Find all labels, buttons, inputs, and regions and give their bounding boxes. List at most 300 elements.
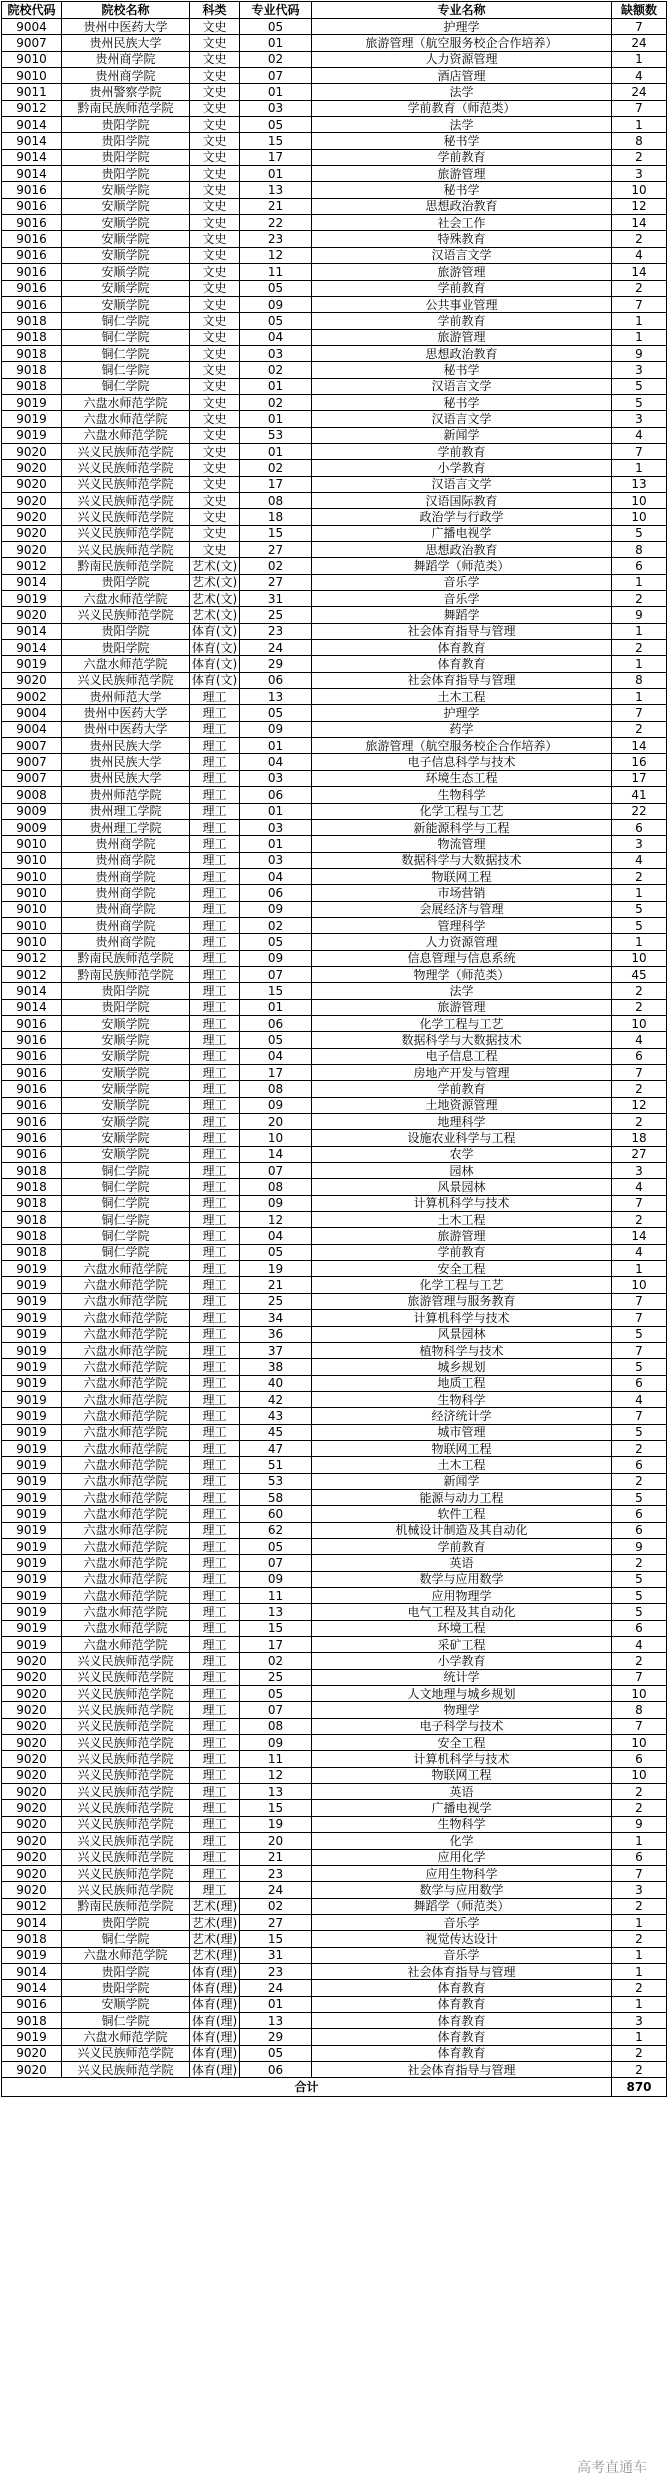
table-row [2, 1065, 667, 1081]
table-row [2, 247, 667, 263]
school-name-cell: 铜仁学院 [62, 1212, 190, 1228]
school-code-cell: 9014 [2, 983, 62, 999]
table-row [2, 509, 667, 525]
school-name-cell: 兴义民族师范学院 [62, 1833, 190, 1849]
major-name-cell: 旅游管理 [312, 329, 612, 345]
major-name-cell: 旅游管理与服务教育 [312, 1293, 612, 1309]
major-name-cell: 应用生物科学 [312, 1865, 612, 1881]
table-row [2, 1800, 667, 1816]
major-code-cell: 25 [240, 1293, 312, 1309]
vacancy-count-cell: 6 [612, 1457, 667, 1473]
category-cell: 理工 [190, 1571, 240, 1587]
vacancy-count-cell: 10 [612, 1015, 667, 1031]
vacancy-count-cell: 7 [612, 705, 667, 721]
major-code-cell: 07 [240, 1555, 312, 1571]
vacancy-count-cell: 6 [612, 819, 667, 835]
major-name-cell: 生物科学 [312, 1391, 612, 1407]
category-cell: 文史 [190, 362, 240, 378]
major-code-cell: 04 [240, 1048, 312, 1064]
vacancy-count-cell: 5 [612, 1489, 667, 1505]
major-code-cell: 06 [240, 672, 312, 688]
category-cell: 文史 [190, 68, 240, 84]
table-row [2, 1195, 667, 1211]
school-name-cell: 安顺学院 [62, 198, 190, 214]
major-name-cell: 会展经济与管理 [312, 901, 612, 917]
table-row [2, 1980, 667, 1996]
category-cell: 理工 [190, 1865, 240, 1881]
school-name-cell: 六盘水师范学院 [62, 656, 190, 672]
category-cell: 理工 [190, 966, 240, 982]
category-cell: 文史 [190, 231, 240, 247]
table-row [2, 1440, 667, 1456]
table-row [2, 492, 667, 508]
school-name-cell: 黔南民族师范学院 [62, 950, 190, 966]
school-code-cell: 9020 [2, 525, 62, 541]
vacancy-count-cell: 7 [612, 1865, 667, 1881]
vacancy-count-cell: 5 [612, 1326, 667, 1342]
category-cell: 文史 [190, 329, 240, 345]
school-name-cell: 六盘水师范学院 [62, 1555, 190, 1571]
header-major-name: 专业名称 [312, 2, 612, 19]
vacancy-count-cell: 2 [612, 1931, 667, 1947]
major-name-cell: 社会体育指导与管理 [312, 1963, 612, 1979]
major-name-cell: 园林 [312, 1163, 612, 1179]
school-name-cell: 安顺学院 [62, 1146, 190, 1162]
watermark-text: 高考直通车 [577, 2460, 647, 2476]
vacancy-count-cell: 45 [612, 966, 667, 982]
vacancy-count-cell: 6 [612, 1620, 667, 1636]
school-code-cell: 9014 [2, 117, 62, 133]
category-cell: 理工 [190, 1653, 240, 1669]
major-name-cell: 新能源科学与工程 [312, 819, 612, 835]
major-code-cell: 03 [240, 852, 312, 868]
school-name-cell: 铜仁学院 [62, 378, 190, 394]
table-row [2, 51, 667, 67]
table-row [2, 1571, 667, 1587]
table-row [2, 1457, 667, 1473]
school-code-cell: 9019 [2, 411, 62, 427]
major-code-cell: 25 [240, 1669, 312, 1685]
major-code-cell: 24 [240, 1980, 312, 1996]
category-cell: 文史 [190, 133, 240, 149]
category-cell: 理工 [190, 1555, 240, 1571]
school-name-cell: 兴义民族师范学院 [62, 460, 190, 476]
table-row [2, 689, 667, 705]
school-name-cell: 六盘水师范学院 [62, 1604, 190, 1620]
school-name-cell: 贵阳学院 [62, 1914, 190, 1930]
category-cell: 体育(理) [190, 1963, 240, 1979]
school-name-cell: 贵州商学院 [62, 934, 190, 950]
major-code-cell: 13 [240, 1604, 312, 1620]
major-code-cell: 18 [240, 509, 312, 525]
major-code-cell: 15 [240, 525, 312, 541]
school-name-cell: 贵阳学院 [62, 1980, 190, 1996]
school-name-cell: 兴义民族师范学院 [62, 1816, 190, 1832]
vacancy-count-cell: 12 [612, 198, 667, 214]
major-code-cell: 02 [240, 558, 312, 574]
major-name-cell: 学前教育 [312, 1538, 612, 1554]
school-code-cell: 9018 [2, 2012, 62, 2028]
school-code-cell: 9016 [2, 1081, 62, 1097]
table-row [2, 1391, 667, 1407]
school-code-cell: 9020 [2, 1669, 62, 1685]
table-row [2, 1914, 667, 1930]
vacancy-count-cell: 3 [612, 836, 667, 852]
school-name-cell: 六盘水师范学院 [62, 1375, 190, 1391]
vacancy-count-cell: 24 [612, 84, 667, 100]
school-name-cell: 六盘水师范学院 [62, 427, 190, 443]
table-row [2, 836, 667, 852]
category-cell: 文史 [190, 411, 240, 427]
major-name-cell: 土地资源管理 [312, 1097, 612, 1113]
category-cell: 理工 [190, 1277, 240, 1293]
vacancy-count-cell: 2 [612, 1473, 667, 1489]
major-code-cell: 13 [240, 689, 312, 705]
table-row [2, 231, 667, 247]
table-row [2, 1163, 667, 1179]
table-row [2, 656, 667, 672]
school-code-cell: 9016 [2, 247, 62, 263]
school-code-cell: 9019 [2, 1489, 62, 1505]
major-name-cell: 汉语国际教育 [312, 492, 612, 508]
school-name-cell: 六盘水师范学院 [62, 1473, 190, 1489]
vacancy-count-cell: 2 [612, 868, 667, 884]
major-code-cell: 11 [240, 1588, 312, 1604]
major-name-cell: 学前教育 [312, 313, 612, 329]
major-name-cell: 体育教育 [312, 2029, 612, 2045]
school-name-cell: 贵阳学院 [62, 623, 190, 639]
school-code-cell: 9010 [2, 836, 62, 852]
school-code-cell: 9004 [2, 705, 62, 721]
school-code-cell: 9019 [2, 1375, 62, 1391]
major-name-cell: 舞蹈学（师范类） [312, 1898, 612, 1914]
major-name-cell: 风景园林 [312, 1179, 612, 1195]
school-name-cell: 兴义民族师范学院 [62, 443, 190, 459]
table-row [2, 84, 667, 100]
school-name-cell: 安顺学院 [62, 1032, 190, 1048]
major-code-cell: 20 [240, 1833, 312, 1849]
school-name-cell: 贵阳学院 [62, 149, 190, 165]
school-name-cell: 铜仁学院 [62, 362, 190, 378]
school-code-cell: 9014 [2, 623, 62, 639]
major-name-cell: 旅游管理（航空服务校企合作培养） [312, 738, 612, 754]
category-cell: 理工 [190, 1146, 240, 1162]
school-name-cell: 安顺学院 [62, 247, 190, 263]
school-name-cell: 贵州商学院 [62, 885, 190, 901]
category-cell: 理工 [190, 999, 240, 1015]
vacancy-count-cell: 1 [612, 1996, 667, 2012]
category-cell: 文史 [190, 525, 240, 541]
major-name-cell: 环境工程 [312, 1620, 612, 1636]
major-name-cell: 计算机科学与技术 [312, 1310, 612, 1326]
total-value: 870 [612, 2078, 667, 2097]
vacancy-count-cell: 5 [612, 394, 667, 410]
school-code-cell: 9016 [2, 1130, 62, 1146]
major-code-cell: 09 [240, 1571, 312, 1587]
table-row [2, 2029, 667, 2045]
vacancy-count-cell: 2 [612, 1653, 667, 1669]
school-code-cell: 9010 [2, 852, 62, 868]
school-name-cell: 贵阳学院 [62, 1963, 190, 1979]
table-row [2, 1702, 667, 1718]
category-cell: 理工 [190, 1310, 240, 1326]
table-row [2, 1261, 667, 1277]
vacancy-count-cell: 1 [612, 656, 667, 672]
category-cell: 理工 [190, 1097, 240, 1113]
vacancy-count-cell: 7 [612, 1293, 667, 1309]
vacancy-count-cell: 7 [612, 1310, 667, 1326]
table-row [2, 149, 667, 165]
major-code-cell: 06 [240, 2061, 312, 2077]
table-row [2, 1048, 667, 1064]
table-row [2, 411, 667, 427]
major-name-cell: 新闻学 [312, 1473, 612, 1489]
school-name-cell: 安顺学院 [62, 182, 190, 198]
category-cell: 理工 [190, 1228, 240, 1244]
school-name-cell: 铜仁学院 [62, 2012, 190, 2028]
school-name-cell: 兴义民族师范学院 [62, 476, 190, 492]
school-code-cell: 9014 [2, 1914, 62, 1930]
major-code-cell: 51 [240, 1457, 312, 1473]
major-code-cell: 02 [240, 394, 312, 410]
school-code-cell: 9014 [2, 133, 62, 149]
category-cell: 文史 [190, 84, 240, 100]
school-code-cell: 9020 [2, 443, 62, 459]
school-code-cell: 9007 [2, 770, 62, 786]
school-code-cell: 9019 [2, 656, 62, 672]
table-row [2, 117, 667, 133]
vacancy-count-cell: 5 [612, 1588, 667, 1604]
category-cell: 理工 [190, 689, 240, 705]
vacancy-count-cell: 8 [612, 133, 667, 149]
school-code-cell: 9019 [2, 1342, 62, 1358]
school-code-cell: 9018 [2, 1179, 62, 1195]
vacancy-table [1, 1, 667, 2097]
table-row [2, 35, 667, 51]
major-code-cell: 21 [240, 198, 312, 214]
vacancy-count-cell: 4 [612, 1032, 667, 1048]
vacancy-count-cell: 7 [612, 100, 667, 116]
table-row [2, 1620, 667, 1636]
category-cell: 理工 [190, 1506, 240, 1522]
category-cell: 文史 [190, 492, 240, 508]
major-name-cell: 人文地理与城乡规划 [312, 1686, 612, 1702]
school-name-cell: 安顺学院 [62, 1015, 190, 1031]
school-name-cell: 贵州中医药大学 [62, 721, 190, 737]
major-code-cell: 14 [240, 1146, 312, 1162]
vacancy-count-cell: 5 [612, 1424, 667, 1440]
category-cell: 理工 [190, 1015, 240, 1031]
category-cell: 理工 [190, 1408, 240, 1424]
category-cell: 文史 [190, 443, 240, 459]
vacancy-count-cell: 2 [612, 1898, 667, 1914]
major-code-cell: 31 [240, 1947, 312, 1963]
major-name-cell: 化学工程与工艺 [312, 1277, 612, 1293]
category-cell: 理工 [190, 1440, 240, 1456]
school-code-cell: 9020 [2, 672, 62, 688]
school-name-cell: 兴义民族师范学院 [62, 1653, 190, 1669]
table-row [2, 1751, 667, 1767]
table-row [2, 754, 667, 770]
table-row [2, 591, 667, 607]
category-cell: 文史 [190, 542, 240, 558]
major-name-cell: 广播电视学 [312, 525, 612, 541]
major-name-cell: 药学 [312, 721, 612, 737]
school-code-cell: 9018 [2, 345, 62, 361]
table-row [2, 1326, 667, 1342]
school-code-cell: 9019 [2, 591, 62, 607]
school-name-cell: 铜仁学院 [62, 1163, 190, 1179]
major-name-cell: 地理科学 [312, 1114, 612, 1130]
school-code-cell: 9020 [2, 607, 62, 623]
school-name-cell: 兴义民族师范学院 [62, 1800, 190, 1816]
table-row [2, 133, 667, 149]
major-code-cell: 01 [240, 1996, 312, 2012]
category-cell: 理工 [190, 1833, 240, 1849]
major-name-cell: 设施农业科学与工程 [312, 1130, 612, 1146]
school-code-cell: 9019 [2, 2029, 62, 2045]
vacancy-count-cell: 5 [612, 1571, 667, 1587]
school-code-cell: 9019 [2, 1571, 62, 1587]
school-code-cell: 9018 [2, 313, 62, 329]
major-code-cell: 05 [240, 1032, 312, 1048]
major-code-cell: 08 [240, 1179, 312, 1195]
school-name-cell: 安顺学院 [62, 1996, 190, 2012]
major-code-cell: 07 [240, 1163, 312, 1179]
major-name-cell: 秘书学 [312, 362, 612, 378]
school-name-cell: 贵阳学院 [62, 999, 190, 1015]
major-name-cell: 思想政治教育 [312, 345, 612, 361]
major-code-cell: 01 [240, 411, 312, 427]
table-row [2, 803, 667, 819]
table-row [2, 966, 667, 982]
major-code-cell: 01 [240, 166, 312, 182]
school-code-cell: 9004 [2, 19, 62, 35]
major-code-cell: 08 [240, 1718, 312, 1734]
major-name-cell: 思想政治教育 [312, 198, 612, 214]
table-row [2, 443, 667, 459]
major-code-cell: 15 [240, 1620, 312, 1636]
major-code-cell: 21 [240, 1849, 312, 1865]
major-code-cell: 12 [240, 247, 312, 263]
category-cell: 理工 [190, 819, 240, 835]
vacancy-count-cell: 4 [612, 1244, 667, 1260]
table-row [2, 558, 667, 574]
vacancy-count-cell: 7 [612, 1408, 667, 1424]
vacancy-count-cell: 2 [612, 721, 667, 737]
table-row [2, 68, 667, 84]
vacancy-count-cell: 1 [612, 1963, 667, 1979]
major-code-cell: 03 [240, 100, 312, 116]
school-code-cell: 9019 [2, 1424, 62, 1440]
major-code-cell: 06 [240, 787, 312, 803]
table-row [2, 100, 667, 116]
table-row [2, 542, 667, 558]
school-code-cell: 9012 [2, 966, 62, 982]
major-name-cell: 电气工程及其自动化 [312, 1604, 612, 1620]
school-name-cell: 安顺学院 [62, 296, 190, 312]
school-code-cell: 9019 [2, 1588, 62, 1604]
school-code-cell: 9016 [2, 182, 62, 198]
table-row [2, 1653, 667, 1669]
vacancy-count-cell: 2 [612, 149, 667, 165]
school-code-cell: 9019 [2, 1326, 62, 1342]
category-cell: 理工 [190, 754, 240, 770]
category-cell: 理工 [190, 852, 240, 868]
table-row [2, 1718, 667, 1734]
vacancy-count-cell: 2 [612, 231, 667, 247]
table-row [2, 1212, 667, 1228]
table-row [2, 1686, 667, 1702]
vacancy-count-cell: 1 [612, 885, 667, 901]
table-row [2, 313, 667, 329]
school-code-cell: 9004 [2, 721, 62, 737]
major-name-cell: 化学 [312, 1833, 612, 1849]
table-row [2, 394, 667, 410]
school-code-cell: 9018 [2, 1228, 62, 1244]
major-code-cell: 13 [240, 1784, 312, 1800]
vacancy-count-cell: 2 [612, 2045, 667, 2061]
major-name-cell: 旅游管理（航空服务校企合作培养） [312, 35, 612, 51]
vacancy-count-cell: 13 [612, 476, 667, 492]
major-code-cell: 01 [240, 35, 312, 51]
major-name-cell: 舞蹈学 [312, 607, 612, 623]
table-row [2, 1130, 667, 1146]
school-name-cell: 贵州商学院 [62, 868, 190, 884]
category-cell: 体育(理) [190, 2061, 240, 2077]
school-name-cell: 贵州理工学院 [62, 819, 190, 835]
school-code-cell: 9019 [2, 394, 62, 410]
school-code-cell: 9010 [2, 68, 62, 84]
table-row [2, 1015, 667, 1031]
school-code-cell: 9019 [2, 1391, 62, 1407]
school-code-cell: 9014 [2, 1963, 62, 1979]
school-name-cell: 六盘水师范学院 [62, 1571, 190, 1587]
category-cell: 文史 [190, 427, 240, 443]
school-code-cell: 9020 [2, 1800, 62, 1816]
major-name-cell: 物联网工程 [312, 868, 612, 884]
major-code-cell: 09 [240, 296, 312, 312]
school-name-cell: 贵阳学院 [62, 983, 190, 999]
school-name-cell: 贵州商学院 [62, 68, 190, 84]
school-code-cell: 9019 [2, 1555, 62, 1571]
major-name-cell: 土木工程 [312, 689, 612, 705]
vacancy-count-cell: 4 [612, 1179, 667, 1195]
vacancy-count-cell: 14 [612, 264, 667, 280]
major-name-cell: 体育教育 [312, 1980, 612, 1996]
table-row [2, 280, 667, 296]
table-row [2, 885, 667, 901]
school-name-cell: 黔南民族师范学院 [62, 100, 190, 116]
category-cell: 理工 [190, 1293, 240, 1309]
table-row [2, 1849, 667, 1865]
vacancy-count-cell: 3 [612, 411, 667, 427]
school-name-cell: 六盘水师范学院 [62, 2029, 190, 2045]
school-code-cell: 9019 [2, 1293, 62, 1309]
vacancy-count-cell: 5 [612, 525, 667, 541]
category-cell: 艺术(文) [190, 558, 240, 574]
school-code-cell: 9018 [2, 1212, 62, 1228]
vacancy-count-cell: 2 [612, 2061, 667, 2077]
school-code-cell: 9007 [2, 738, 62, 754]
major-name-cell: 能源与动力工程 [312, 1489, 612, 1505]
category-cell: 理工 [190, 885, 240, 901]
vacancy-count-cell: 4 [612, 427, 667, 443]
major-code-cell: 15 [240, 1800, 312, 1816]
school-code-cell: 9020 [2, 460, 62, 476]
category-cell: 理工 [190, 836, 240, 852]
school-name-cell: 兴义民族师范学院 [62, 1751, 190, 1767]
